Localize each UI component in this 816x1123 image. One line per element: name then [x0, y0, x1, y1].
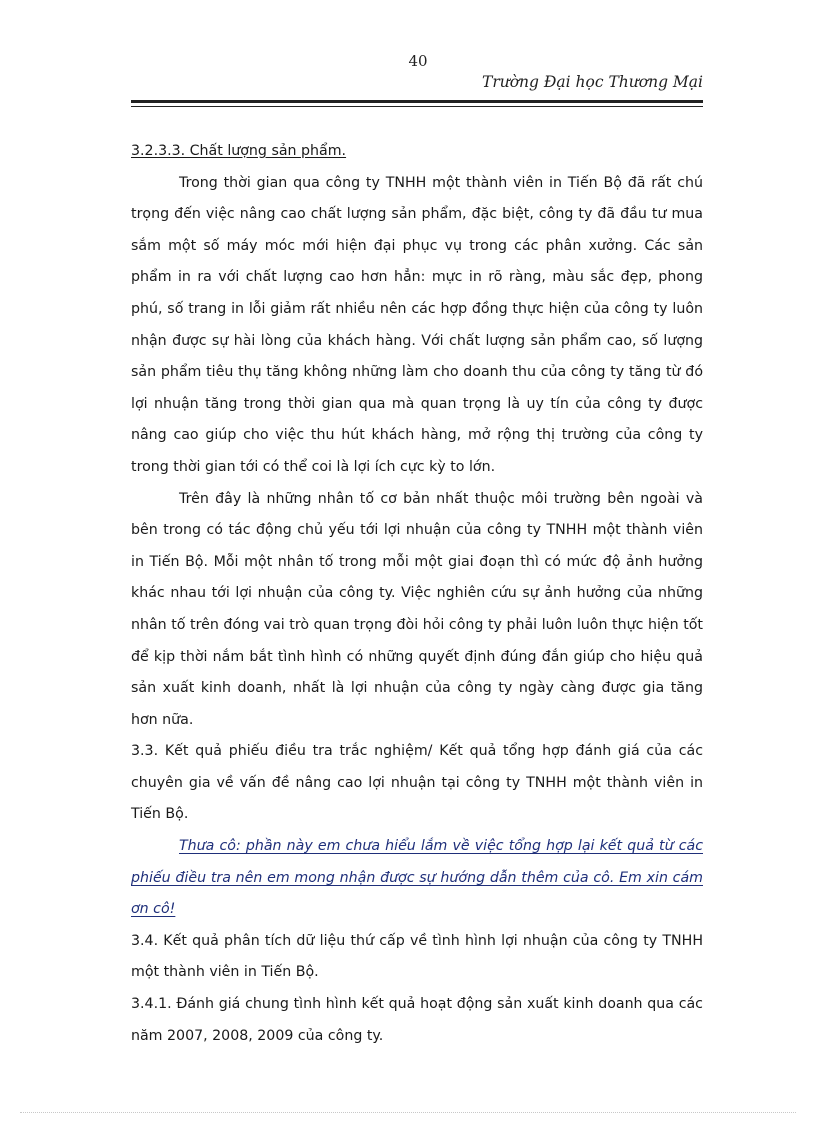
section-heading-3-4-1: 3.4.1. Đánh giá chung tình hình kết quả hoạt động sản xuất kinh doanh qua các năm 2007, 2008, 2009 của công ty.: [131, 996, 703, 1044]
document-body: [131, 136, 703, 1052]
paragraph-product-quality: Trong thời gian qua công ty TNHH một thành viên in Tiến Bộ đã rất chú trọng đến việc nâng cao chất lượng sản phẩm, đặc biệt, công ty đã đầu tư mua sắm một số máy móc mới hiện đại phục vụ trong các phân xưởng. Các sản phẩm in ra với chất lượng cao hơn hẳn: mực in rõ ràng, màu sắc đẹp, phong phú, số trang in lỗi giảm rất nhiều nên các hợp đồng thực hiện của công ty luôn nhận được sự hài lòng của khách hàng. Với chất lượng sản phẩm cao, số lượng sản phẩm tiêu thụ tăng không những làm cho doanh thu của công ty tăng từ đó lợi nhuận tăng trong thời gian qua mà quan trọng là uy tín của công ty được nâng cao giúp cho việc thu hút khách hàng, mở rộng thị trường của công ty trong thời gian tới có thể coi là lợi ích cực kỳ to lớn.: [131, 174, 703, 475]
school-name-header: Trường Đại học Thương Mại: [482, 73, 703, 91]
section-heading-3-2-3-3: [131, 136, 703, 168]
header-rule-thin: [131, 106, 703, 107]
paragraph-factors-summary: Trên đây là những nhân tố cơ bản nhất thuộc môi trường bên ngoài và bên trong có tác động chủ yếu tới lợi nhuận của công ty TNHH một thành viên in Tiến Bộ. Mỗi một nhân tố trong mỗi một giai đoạn thì có mức độ ảnh hưởng khác nhau tới lợi nhuận của công ty. Việc nghiên cứu sự ảnh hưởng của những nhân tố trên đóng vai trò quan trọng đòi hỏi công ty phải luôn luôn thực hiện tốt để kịp thời nắm bắt tình hình có những quyết định đúng đắn giúp cho hiệu quả sản xuất kinh doanh, nhất là lợi nhuận của công ty ngày càng được gia tăng hơn nữa.: [131, 490, 703, 728]
section-heading-3-2-3-3-text: 3.2.3.3. Chất lượng sản phẩm.: [131, 143, 347, 159]
note-to-teacher: [131, 831, 703, 926]
section-heading-3-4: 3.4. Kết quả phân tích dữ liệu thứ cấp về tình hình lợi nhuận của công ty TNHH một thành viên in Tiến Bộ.: [131, 932, 703, 981]
page-bottom-border: [20, 1112, 796, 1113]
section-heading-3-3: 3.3. Kết quả phiếu điều tra trắc nghiệm/ Kết quả tổng hợp đánh giá của các chuyên gia về vấn đề nâng cao lợi nhuận tại công ty TNHH một thành viên in Tiến Bộ.: [131, 743, 703, 823]
page-number: 40: [408, 52, 428, 70]
header-rule-thick: [131, 100, 703, 103]
note-to-teacher-text: Thưa cô: phần này em chưa hiểu lắm về việc tổng hợp lại kết quả từ các phiếu điều tra nên em mong nhận được sự hướng dẫn thêm của cô. Em xin cám ơn cô!: [131, 838, 703, 918]
